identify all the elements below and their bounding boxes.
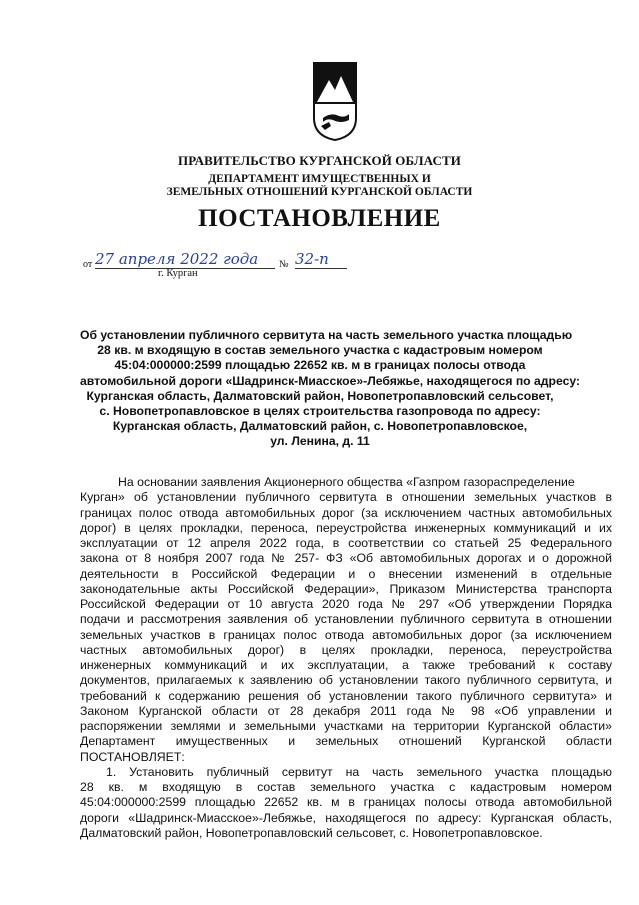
document-subject [80, 328, 581, 450]
subject-line: Курганская область, Далматовский район, с. Новопетропавловское, [112, 419, 528, 434]
body-line: деятельности в Российской Федерации и о внесении изменений в отдельные [80, 566, 612, 581]
body-line: распоряжении землями и земельными участками на территории Курганской области» [80, 719, 612, 733]
body-line: Российской Федерации от 10 августа 2020 года № 297 «Об утверждении Порядка [80, 597, 612, 611]
body-line: подачи и рассмотрения заявления об установлении публичного сервитута в отношении [80, 612, 612, 627]
subject-line: ул. Ленина, д. 11 [270, 434, 370, 449]
body-line: границах полос отвода автомобильных дорог (за исключением частных автомобильных [80, 505, 612, 520]
body-line: На основании заявления Акционерного общества «Газпром газораспределение [118, 475, 575, 489]
date-from-label: от [83, 259, 93, 270]
body-line: закона от 8 ноября 2007 года № 257- ФЗ «Об автомобильных дорогах и о дорожной [80, 551, 612, 566]
body-line: Законом Курганской области от 28 декабря 2011 года № 98 «Об управлении и [80, 703, 612, 718]
body-line: Курган» об установлении публичного сервитута в отношении земельных участков в [80, 490, 612, 505]
number-label: № [279, 259, 289, 270]
subject-line: 45:04:000000:2599 площадью 22652 кв. м в границах полосы отвода [114, 358, 526, 373]
city-label: г. Курган [158, 268, 198, 279]
body-line: 28 кв. м входящую в состав земельного участка с кадастровым номером [80, 780, 612, 794]
handwritten-number: 32-п [295, 250, 347, 269]
subject-line: Об установлении публичного сервитута на часть земельного участка площадью [80, 328, 573, 342]
body-line: 1. Установить публичный сервитут на часть земельного участка площадью [106, 764, 612, 779]
subject-line: Курганская область, Далматовский район, Новопетропавловский сельсовет, [86, 388, 554, 403]
body-line: частных автомобильных дорог) в целях прокладки, переноса, переустройства [80, 642, 612, 657]
handwritten-date: 27 апреля 2022 года [95, 250, 275, 269]
body-line: Департамент имущественных и земельных отношений Курганской области [80, 734, 612, 749]
body-line: документов, прилагаемых к заявлению об установлении такого публичного сервитута, и [80, 673, 612, 688]
date-number-line [83, 250, 383, 272]
subject-line: 28 кв. м входящую в состав земельного участка с кадастровым номером [97, 343, 543, 358]
coat-of-arms-icon [311, 60, 359, 142]
body-line: законодательные акты Российской Федерации», Приказом Министерства транспорта [80, 581, 612, 596]
body-line: ПОСТАНОВЛЯЕТ: [80, 749, 185, 764]
body-line: 45:04:000000:2599 площадью 22652 кв. м в границах полосы отвода автомобильной [80, 795, 612, 810]
body-line: земельных участков в границах полос отвода автомобильных дорог (за исключением [80, 627, 612, 642]
subject-line: автомобильной дороги «Шадринск-Миасское»-Лебяжье, находящегося по адресу: [80, 373, 581, 388]
body-line: дорог) в целях прокладки, переноса, переустройства инженерных коммуникаций и их [80, 520, 612, 535]
subject-line: с. Новопетропавловское в целях строительства газопровода по адресу: [99, 404, 541, 419]
department-name-line2: ЗЕМЕЛЬНЫХ ОТНОШЕНИЙ КУРГАНСКОЙ ОБЛАСТИ [166, 186, 473, 198]
document-body [80, 475, 612, 841]
department-name-line1: ДЕПАРТАМЕНТ ИМУЩЕСТВЕННЫХ И [208, 173, 431, 185]
body-line: дороги «Шадринск-Миасское»-Лебяжье, находящегося по адресу: Курганская область, [80, 810, 612, 825]
body-line: эксплуатации от 12 апреля 2022 года, в соответствии со статьей 25 Федерального [80, 536, 612, 550]
body-line: инженерных коммуникаций и их эксплуатации, а также требований к составу [80, 658, 612, 672]
document-type-title: ПОСТАНОВЛЕНИЕ [198, 205, 441, 232]
body-line: требований к содержанию решения об установлении такого публичного сервитута» и [80, 688, 612, 703]
government-name: ПРАВИТЕЛЬСТВО КУРГАНСКОЙ ОБЛАСТИ [178, 153, 461, 168]
body-line: Далматовский район, Новопетропавловский сельсовет, с. Новопетропавловское. [80, 825, 543, 840]
